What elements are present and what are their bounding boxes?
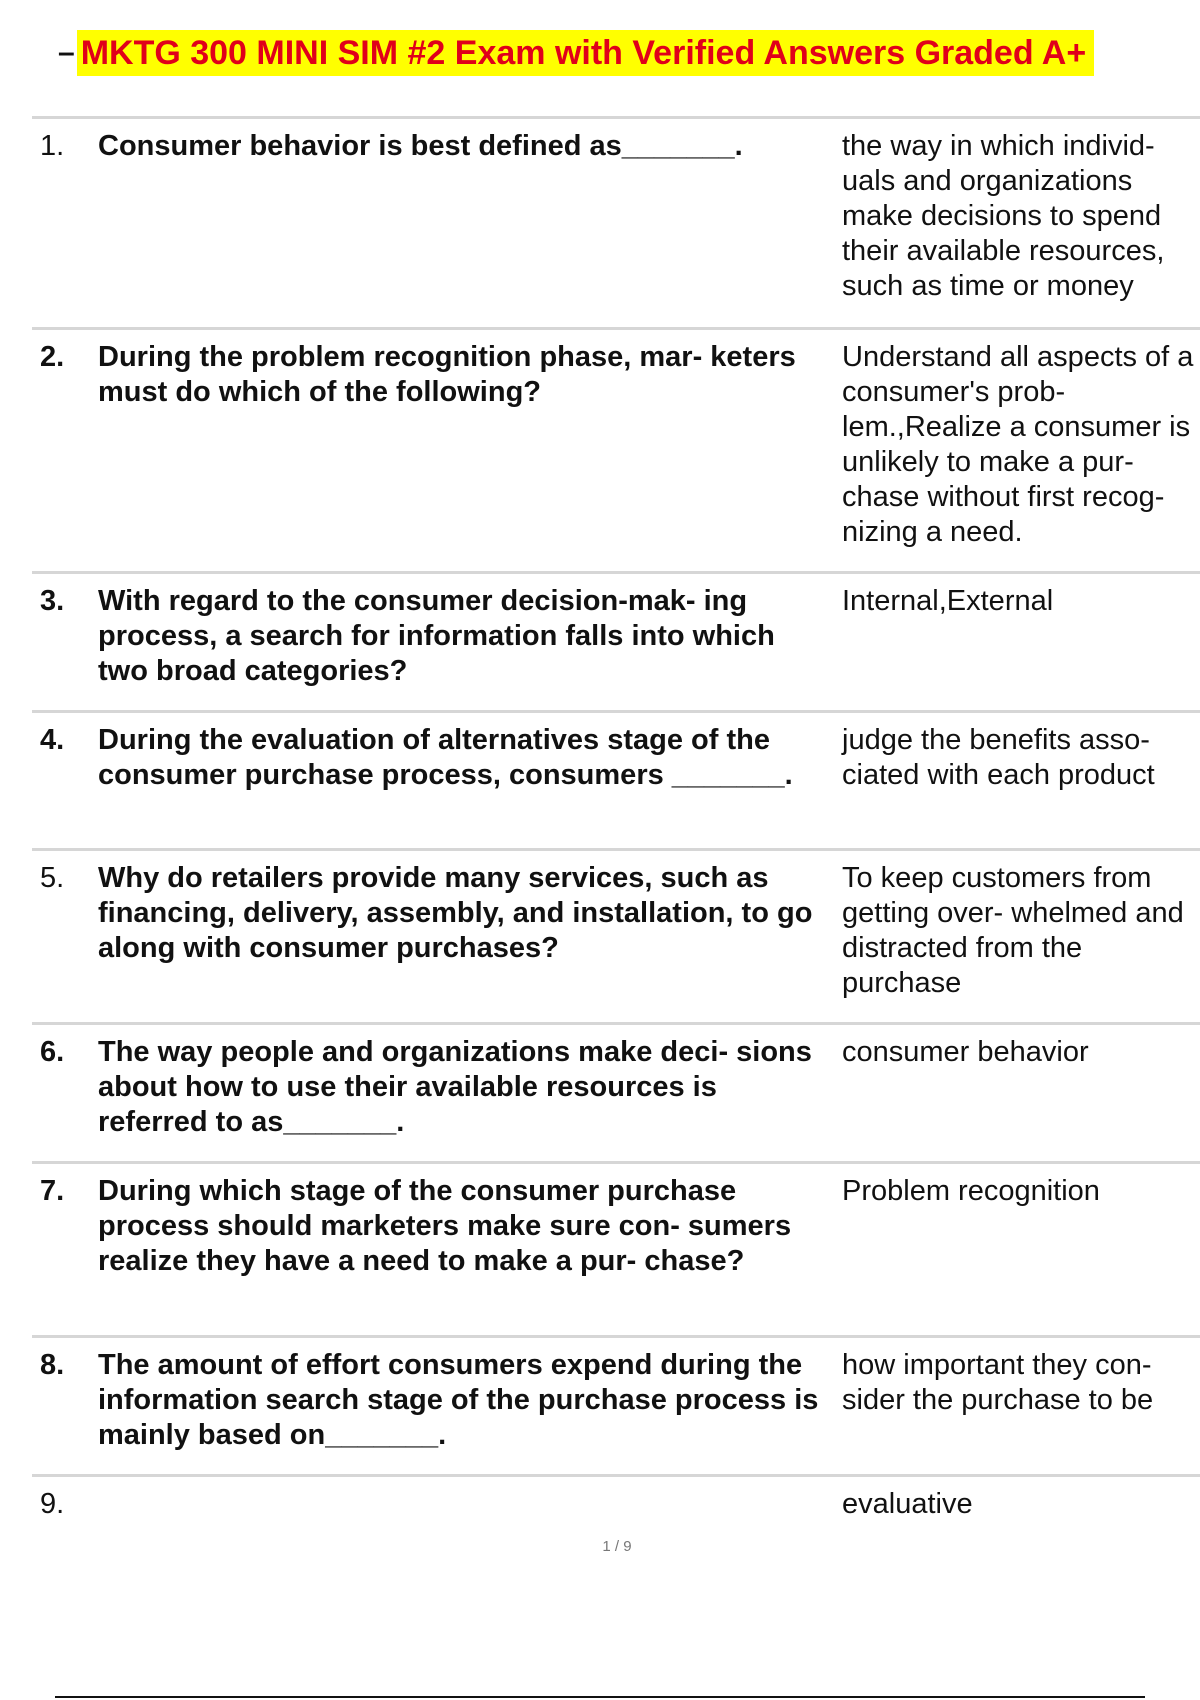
question-text: The amount of effort consumers expend during the information search stage of the purchase process is mainly based on_______. [98,1349,819,1451]
answer-text: consumer behavior [842,1036,1089,1068]
item-number: 6. [40,1036,65,1068]
answer-text: judge the benefits asso- ciated with each product [842,724,1155,791]
item-number: 8. [40,1349,65,1381]
qa-row [32,710,1200,848]
question-text: During the evaluation of alternatives stage of the consumer purchase process, consumers _______. [98,724,793,791]
answer-text: Internal,External [842,585,1054,617]
question-text: Consumer behavior is best defined as_______. [98,130,743,162]
answer-text: evaluative [842,1488,973,1520]
qa-table [32,116,1200,1544]
question-text: With regard to the consumer decision-mak- ing process, a search for information falls into which two broad categories? [98,585,775,687]
item-number: 4. [40,724,65,756]
page-title: MKTG 300 MINI SIM #2 Exam with Verified Answers Graded A+ [77,30,1095,76]
item-number: 9. [40,1488,65,1520]
item-number: 3. [40,585,65,617]
item-number: 1. [40,130,65,162]
page-bottom-divider [55,1696,1145,1698]
question-text: The way people and organizations make deci- sions about how to use their available resources is referred to as_______. [98,1036,812,1138]
answer-text: To keep customers from getting over- whelmed and distracted from the purchase [842,862,1184,999]
answer-text: how important they con- sider the purchase to be [842,1349,1154,1416]
page-indicator: 1 / 9 [602,1538,632,1555]
question-text: Why do retailers provide many services, such as financing, delivery, assembly, and installation, to go along with consumer purchases? [98,862,813,964]
qa-row [32,1474,1200,1544]
qa-row [32,1022,1200,1161]
item-number: 5. [40,862,65,894]
question-text: During the problem recognition phase, mar- keters must do which of the following? [98,341,796,408]
answer-text: Problem recognition [842,1175,1100,1207]
item-number: 7. [40,1175,65,1207]
qa-row [32,848,1200,1022]
answer-text: the way in which individ- uals and organizations make decisions to spend their available resources, such as time or money [842,130,1165,302]
title-dash: – [58,36,75,69]
item-number: 2. [40,341,65,373]
qa-row [32,571,1200,710]
qa-row [32,1161,1200,1335]
answer-text: Understand all aspects of a consumer's prob- lem.,Realize a consumer is unlikely to make a pur- chase without first recog- nizing a need. [842,341,1194,548]
document-header [58,30,1094,76]
qa-row [32,1335,1200,1474]
question-text: During which stage of the consumer purchase process should marketers make sure con- sumers realize they have a need to make a pur- chase? [98,1175,792,1277]
qa-row [32,327,1200,571]
qa-row [32,116,1200,327]
